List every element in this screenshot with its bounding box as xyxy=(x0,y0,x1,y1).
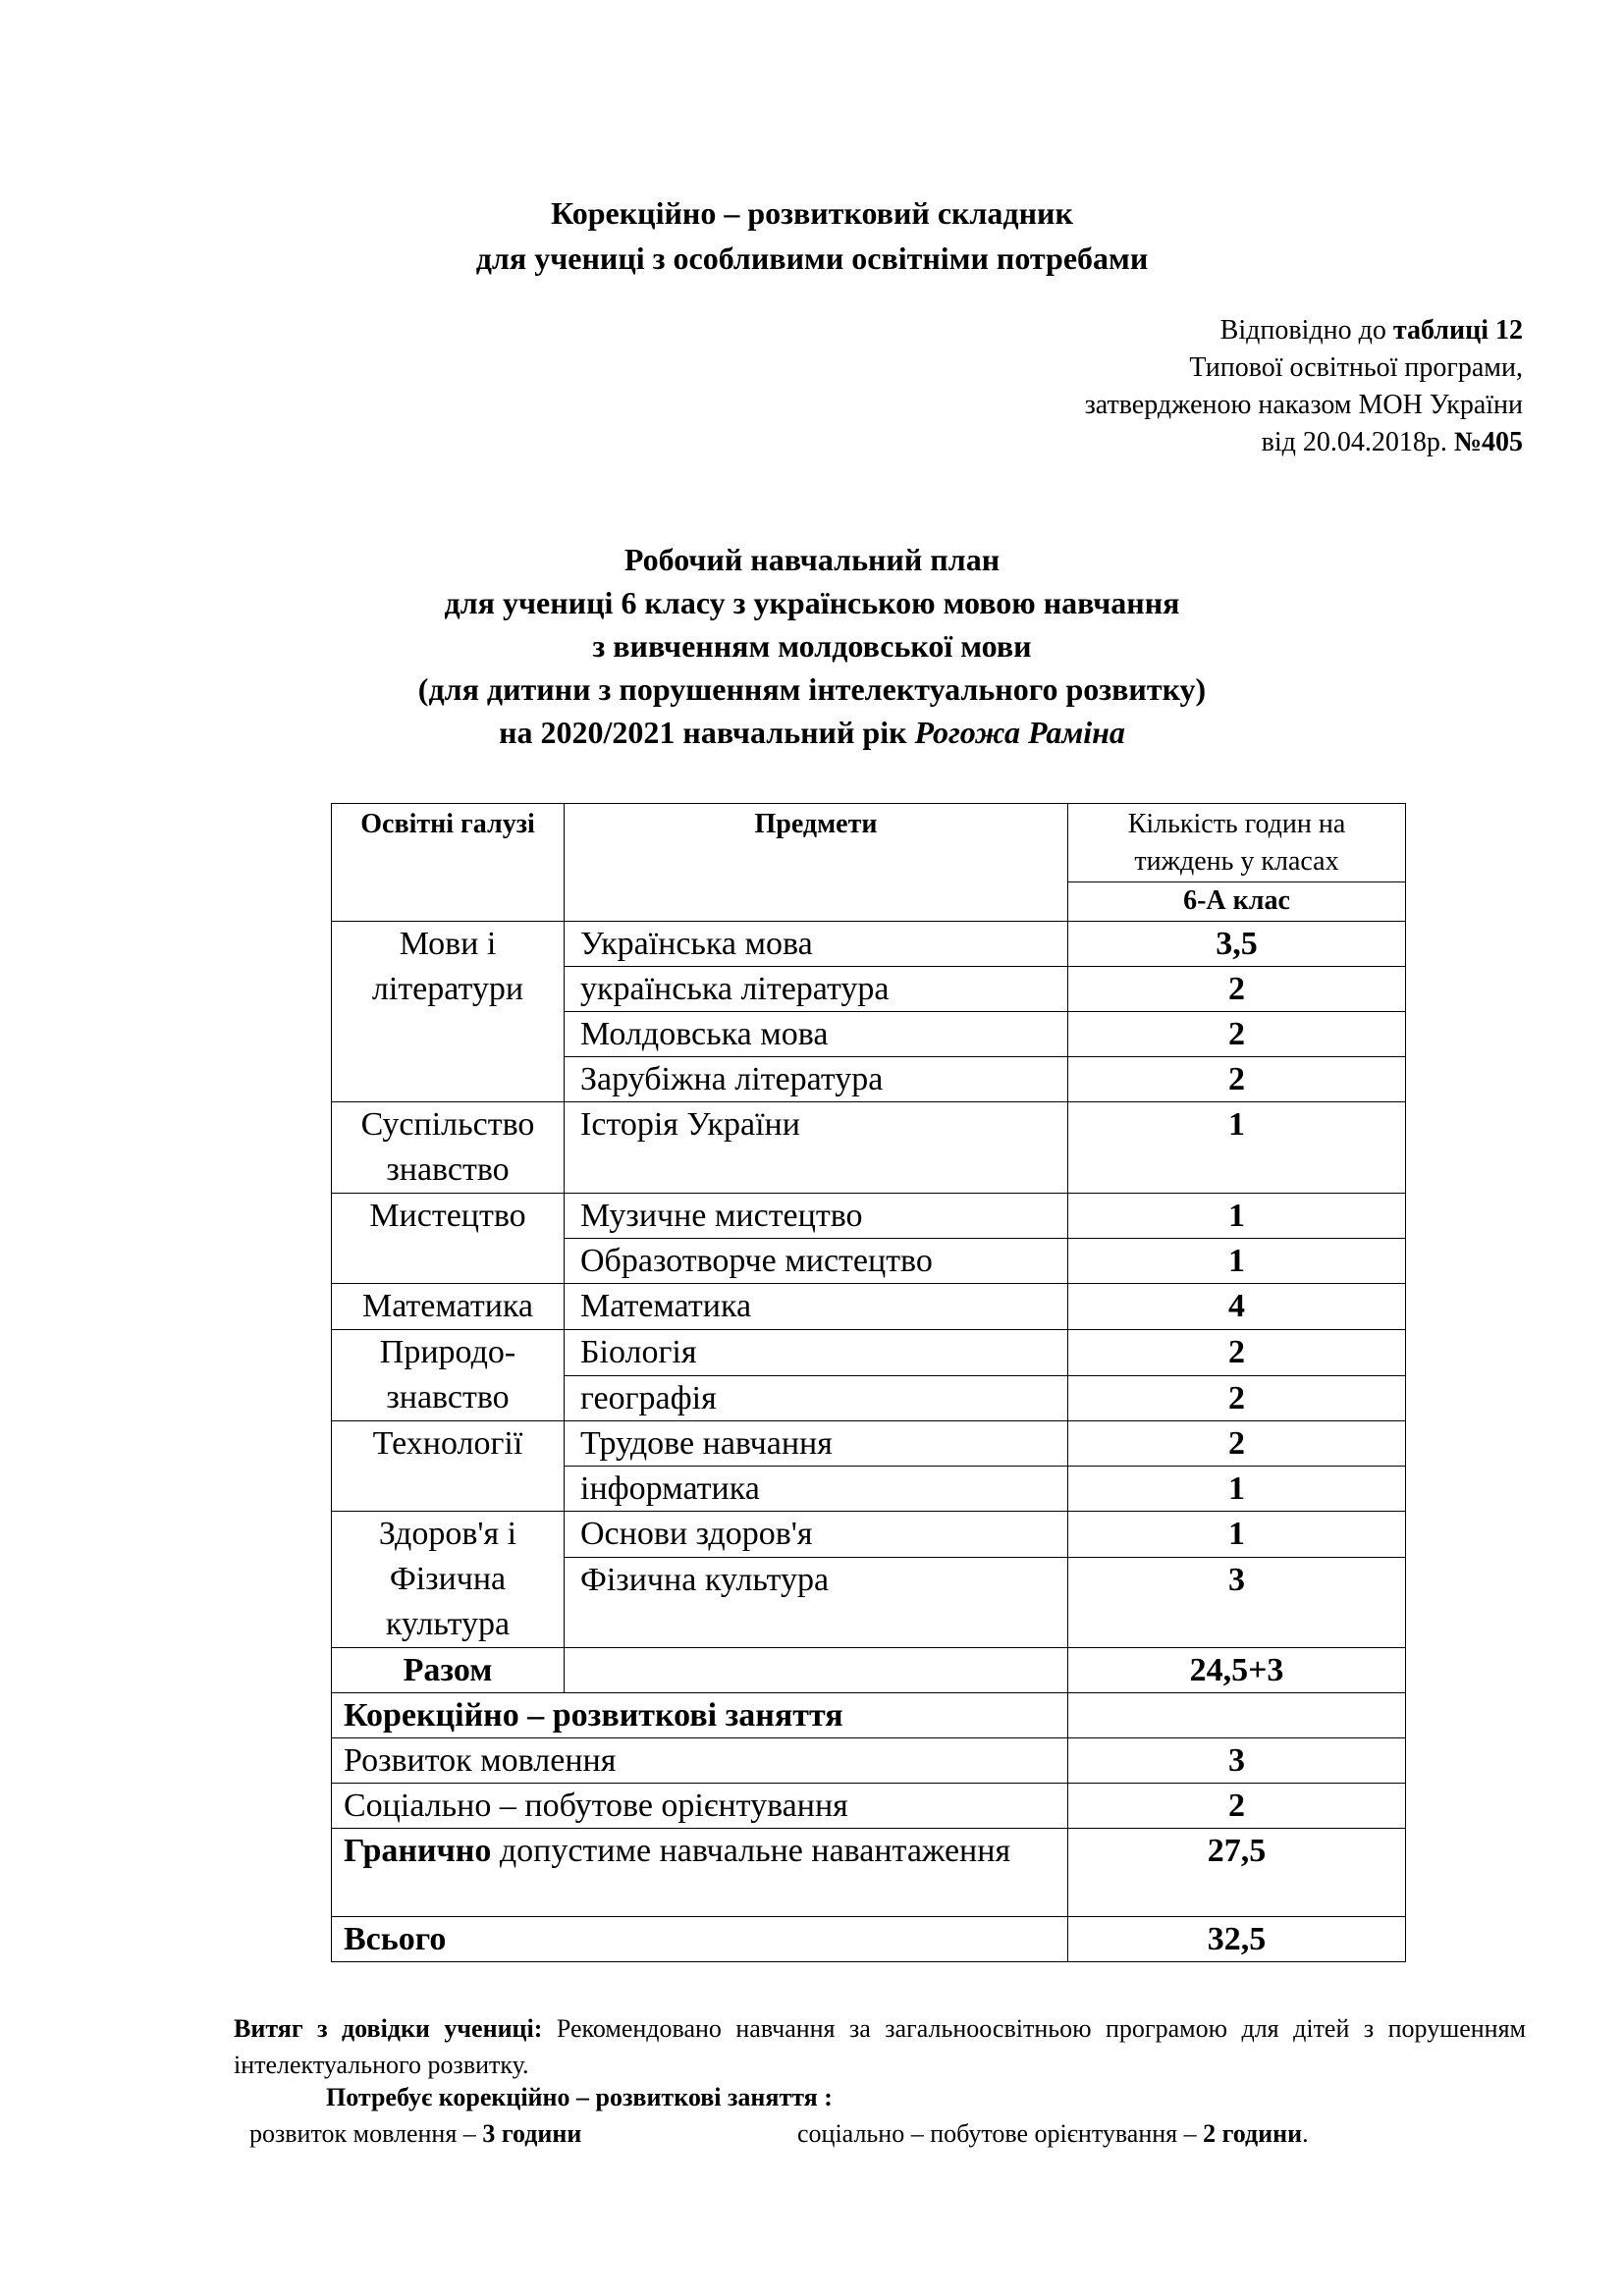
hours-cell: 1 xyxy=(1068,1239,1406,1284)
social-sessions xyxy=(797,2115,1309,2152)
subject-cell: Музичне мистецтво xyxy=(565,1194,1068,1239)
subject-cell: Молдовська мова xyxy=(565,1012,1068,1057)
subject-cell: Основи здоров'я xyxy=(565,1512,1068,1558)
plan-title-year: на 2020/2021 навчальний рік xyxy=(499,715,915,750)
correction-item-label: Соціально – побутове орієнтування xyxy=(332,1784,1068,1829)
correction-empty-cell xyxy=(1068,1693,1406,1738)
hours-cell: 1 xyxy=(1068,1102,1406,1194)
header-class: 6-А клас xyxy=(1068,882,1406,922)
subject-cell: Фізична культура xyxy=(565,1558,1068,1648)
subject-cell: Зарубіжна література xyxy=(565,1057,1068,1102)
correction-item-hours: 3 xyxy=(1068,1738,1406,1784)
correction-item-hours: 2 xyxy=(1068,1784,1406,1829)
plan-title-line-2: для учениці 6 класу з українською мовою навчання xyxy=(444,585,1180,620)
subject-cell: Образотворче мистецтво xyxy=(565,1239,1068,1284)
plan-title-line-5 xyxy=(0,711,1624,754)
area-cell: Природо- знавство xyxy=(332,1330,565,1421)
total-row xyxy=(332,1648,1406,1693)
subject-cell: Історія України xyxy=(565,1102,1068,1194)
limit-hours: 27,5 xyxy=(1068,1829,1406,1917)
subject-cell: Трудове навчання xyxy=(565,1421,1068,1467)
hours-cell: 2 xyxy=(1068,1330,1406,1376)
correction-header-row xyxy=(332,1693,1406,1738)
area-cell: Мистецтво xyxy=(332,1194,565,1284)
limit-label-text: допустиме навчальне навантаження xyxy=(491,1833,1011,1869)
table-row xyxy=(332,1421,1406,1467)
table-row xyxy=(332,1284,1406,1330)
limit-label xyxy=(332,1829,1068,1917)
area-cell: Суспільство знавство xyxy=(332,1102,565,1194)
extract-label: Витяг з довідки учениці: xyxy=(234,2014,543,2043)
needs-heading: Потребує корекційно – розвиткові заняття : xyxy=(326,2083,833,2111)
table-row xyxy=(332,922,1406,967)
hours-cell: 3,5 xyxy=(1068,922,1406,967)
approval-line-4 xyxy=(1085,424,1523,461)
plan-title xyxy=(0,538,1624,754)
table-header-row xyxy=(332,804,1406,882)
student-name: Рогожа Раміна xyxy=(914,715,1125,750)
document-title-line-1: Корекційно – розвитковий складник xyxy=(551,195,1073,231)
hours-cell: 4 xyxy=(1068,1284,1406,1330)
table-row xyxy=(332,1512,1406,1558)
hours-cell: 1 xyxy=(1068,1512,1406,1558)
area-cell: Технології xyxy=(332,1421,565,1512)
subject-cell: Математика xyxy=(565,1284,1068,1330)
grand-total-label: Всього xyxy=(332,1917,1068,1962)
total-empty-cell xyxy=(565,1648,1068,1693)
correction-row xyxy=(332,1784,1406,1829)
limit-label-bold: Гранично xyxy=(344,1833,492,1869)
correction-label: Корекційно – розвиткові заняття xyxy=(332,1693,1068,1738)
subject-cell: Біологія xyxy=(565,1330,1068,1376)
speech-sessions xyxy=(249,2115,581,2152)
approval-line-3: затвердженою наказом МОН України xyxy=(1084,390,1523,420)
limit-row xyxy=(332,1829,1406,1917)
social-sessions-label: соціально – побутове орієнтування – xyxy=(797,2119,1204,2148)
grand-total-hours: 32,5 xyxy=(1068,1917,1406,1962)
subject-cell: українська література xyxy=(565,967,1068,1012)
plan-title-line-4: (для дитини з порушенням інтелектуального розвитку) xyxy=(417,671,1207,707)
plan-title-line-3: з вивченням молдовської мови xyxy=(592,628,1032,664)
extract-text: Рекомендовано навчання за загальноосвітньою програмою для дітей з порушенням інтелектуального розвитку. xyxy=(234,2014,1526,2079)
hours-cell: 1 xyxy=(1068,1194,1406,1239)
approval-line-2: Типової освітньої програми, xyxy=(1189,352,1523,383)
approval-date: від 20.04.2018р. xyxy=(1261,427,1454,457)
approval-line-1-text: Відповідно до xyxy=(1219,315,1393,346)
approval-note xyxy=(1085,312,1523,461)
header-areas: Освітні галузі xyxy=(332,804,565,922)
header-subjects: Предмети xyxy=(565,804,1068,922)
document-title-line-2: для учениці з особливими освітніми потребами xyxy=(475,240,1149,276)
social-sessions-hours: 2 години xyxy=(1203,2119,1303,2148)
certificate-extract xyxy=(234,2010,1526,2083)
hours-cell: 2 xyxy=(1068,1375,1406,1421)
speech-sessions-hours: 3 години xyxy=(482,2119,582,2148)
document-title xyxy=(0,190,1624,281)
correction-item-label: Розвиток мовлення xyxy=(332,1738,1068,1784)
hours-cell: 2 xyxy=(1068,1421,1406,1467)
hours-cell: 1 xyxy=(1068,1467,1406,1512)
approval-table-ref: таблиці 12 xyxy=(1392,315,1523,346)
hours-cell: 2 xyxy=(1068,1057,1406,1102)
header-hours: Кількість годин на тиждень у класах xyxy=(1068,804,1406,882)
plan-title-line-1: Робочий навчальний план xyxy=(623,542,1001,577)
subject-cell: Українська мова xyxy=(565,922,1068,967)
area-cell: Мови і літератури xyxy=(332,922,565,1102)
grand-total-row xyxy=(332,1917,1406,1962)
area-cell: Математика xyxy=(332,1284,565,1330)
subject-cell: географія xyxy=(565,1375,1068,1421)
correction-row xyxy=(332,1738,1406,1784)
approval-order-number: №405 xyxy=(1453,427,1523,457)
total-hours: 24,5+3 xyxy=(1068,1648,1406,1693)
social-sessions-end: . xyxy=(1302,2119,1309,2148)
table-row xyxy=(332,1102,1406,1194)
approval-line-1 xyxy=(1085,312,1523,349)
speech-sessions-label: розвиток мовлення – xyxy=(249,2119,483,2148)
subject-cell: інформатика xyxy=(565,1467,1068,1512)
table-row xyxy=(332,1194,1406,1239)
hours-cell: 2 xyxy=(1068,967,1406,1012)
area-cell: Здоров'я і Фізична культура xyxy=(332,1512,565,1648)
table-row xyxy=(332,1330,1406,1376)
hours-cell: 2 xyxy=(1068,1012,1406,1057)
hours-cell: 3 xyxy=(1068,1558,1406,1648)
total-label: Разом xyxy=(332,1648,565,1693)
curriculum-table xyxy=(331,803,1406,1962)
